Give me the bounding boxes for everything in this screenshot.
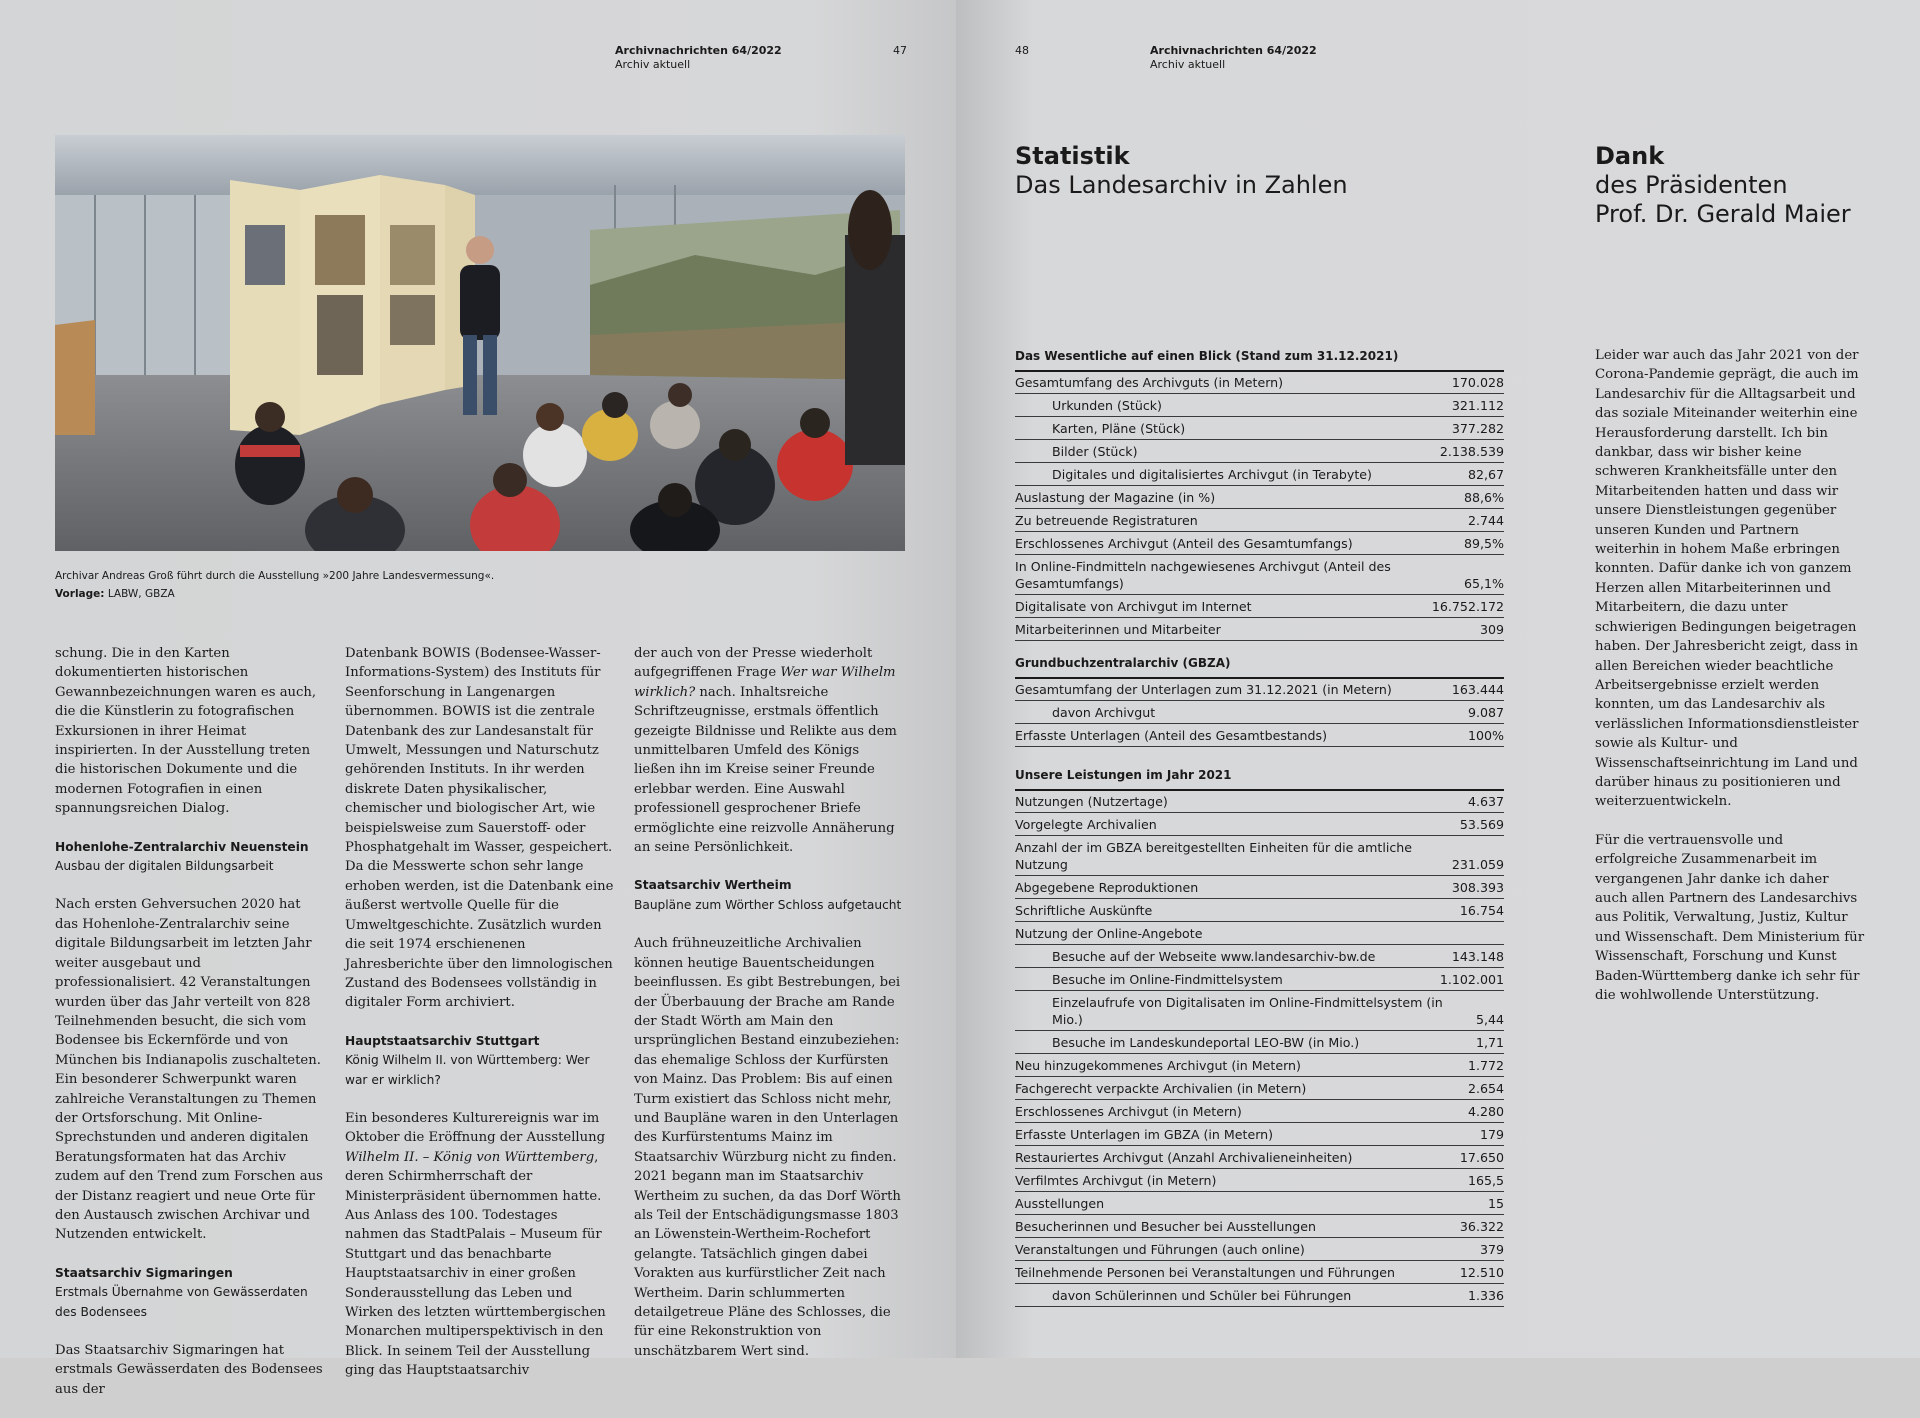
row-label: Besuche im Landeskundeportal LEO-BW (in Mio.) xyxy=(1052,1035,1360,1050)
row-label: Besuche auf der Webseite www.landesarchiv-bw.de xyxy=(1052,949,1376,964)
table-row xyxy=(1015,1238,1504,1261)
row-label: davon Archivgut xyxy=(1052,705,1156,720)
thanks-title: Dank xyxy=(1595,142,1665,170)
table-row xyxy=(1015,440,1504,463)
paragraph: Datenbank BOWIS (Bodensee-Wasser-Informations-System) des Instituts für Seenforschung in Langenargen übernommen. BOWIS ist die zentrale Datenbank des zur Landesanstalt für Umwelt, Messungen und Naturschutz gehörenden Instituts. In ihr werden diskrete Daten physikalischer, chemischer und biologischer Art, wie beispielsweise zum Sauerstoff- oder Phosphatgehalt im Wasser, gespeichert. Da die Messwerte schon sehr lange erhoben werden, ist die Datenbank eine äußerst wertvolle Quelle für die Umweltgeschichte. Zusätzlich wurden die seit 1974 erschienenen Jahresberichte über den limnologischen Zustand des Bodensees vollständig in digitaler Form archiviert. xyxy=(345,646,614,1011)
row-label: Restauriertes Archivgut (Anzahl Archivalieneinheiten) xyxy=(1015,1150,1353,1165)
row-value: 17.650 xyxy=(1459,1150,1504,1165)
row-value: 4.280 xyxy=(1467,1104,1504,1119)
row-value: 308.393 xyxy=(1451,880,1504,895)
table-services-title: Unsere Leistungen im Jahr 2021 xyxy=(1015,767,1504,791)
table-row xyxy=(1015,1192,1504,1215)
section-heading: Hohenlohe-Zentralarchiv Neuenstein xyxy=(55,839,309,854)
row-label: Erfasste Unterlagen (Anteil des Gesamtbestands) xyxy=(1015,728,1328,743)
row-value: 2.654 xyxy=(1467,1081,1504,1096)
row-value: 2.138.539 xyxy=(1439,444,1504,459)
row-value: 9.087 xyxy=(1467,705,1504,720)
row-value: 12.510 xyxy=(1459,1265,1504,1280)
row-value: 321.112 xyxy=(1451,398,1504,413)
left-page xyxy=(0,0,956,1397)
row-label: Zu betreuende Registraturen xyxy=(1015,513,1198,528)
row-label: Abgegebene Reproduktionen xyxy=(1015,880,1199,895)
header-title: Archivnachrichten 64/2022 xyxy=(1150,44,1317,57)
statistics-subtitle: Das Landesarchiv in Zahlen xyxy=(1015,171,1348,199)
table-row xyxy=(1015,394,1504,417)
row-label: Ausstellungen xyxy=(1015,1196,1105,1211)
row-value: 15 xyxy=(1487,1196,1504,1211)
row-value: 231.059 xyxy=(1451,857,1504,872)
table-row xyxy=(1015,509,1504,532)
row-label: Erschlossenes Archivgut (Anteil des Gesamtumfangs) xyxy=(1015,536,1353,551)
row-value: 309 xyxy=(1479,622,1504,637)
photo-caption xyxy=(55,567,494,603)
table-row xyxy=(1015,1215,1504,1238)
exhibition-photo xyxy=(55,135,905,551)
paragraph xyxy=(634,644,904,857)
row-value: 170.028 xyxy=(1451,375,1504,390)
row-label: Besuche im Online-Findmittelsystem xyxy=(1052,972,1283,987)
table-row xyxy=(1015,991,1504,1031)
table-row xyxy=(1015,1100,1504,1123)
row-value: 88,6% xyxy=(1463,490,1504,505)
table-row xyxy=(1015,724,1504,747)
row-label: Urkunden (Stück) xyxy=(1052,398,1162,413)
row-label: Anzahl der im GBZA bereitgestellten Einheiten für die amtliche Nutzung xyxy=(1015,840,1412,872)
table-row xyxy=(1015,968,1504,991)
table-row xyxy=(1015,555,1504,595)
paragraph: Das Staatsarchiv Sigmaringen hat erstmals Gewässerdaten des Bodensees aus der xyxy=(55,1343,323,1397)
paragraph-text: , deren Schirmherrschaft der Ministerpräsident übernommen hatte. Aus Anlass des 100. Todestages nahmen das StadtPalais – Museum für Stuttgart und das benachbarte Hauptstaatsarchiv in einer großen Sonderausstellung das Leben und Wirken des letzten württembergischen Monarchen multiperspektivisch in den Blick. In seinem Teil der Ausstellung ging das Hauptstaatsarchiv xyxy=(345,1149,606,1379)
section-heading: Staatsarchiv Sigmaringen xyxy=(55,1265,233,1280)
row-label: Veranstaltungen und Führungen (auch online) xyxy=(1015,1242,1305,1257)
table-row xyxy=(1015,1146,1504,1169)
table-row xyxy=(1015,463,1504,486)
text-column-2 xyxy=(345,644,615,1400)
row-value: 65,1% xyxy=(1463,576,1504,591)
row-label: Digitales und digitalisiertes Archivgut (in Terabyte) xyxy=(1052,467,1372,482)
row-label: Mitarbeiterinnen und Mitarbeiter xyxy=(1015,622,1221,637)
row-value: 1.772 xyxy=(1467,1058,1504,1073)
paragraph: Leider war auch das Jahr 2021 von der Corona-Pandemie geprägt, die auch im Landesarchiv für die Alltagsarbeit und das soziale Miteinander weiterhin eine Herausforderung darstellt. Ich bin dankbar, dass wir bisher keine schweren Krankheitsfälle unter den Mitarbeitenden hatten und dass wir unsere Dienstleistungen gegenüber unseren Kunden und Partnern weiterhin in hohem Maße erbringen konnten. Dafür danke ich von ganzem Herzen allen Mitarbeiterinnen und Mitarbeitern, die dazu unter schwierigen Bedingungen beigetragen haben. Der Jahresbericht zeigt, dass in allen Bereichen wieder beachtliche Arbeitsergebnisse erzielt werden konnten, um das Landesarchiv als verlässlichen Informationsdienstleister sowie als Kultur- und Wissenschaftseinrichtung im Land und darüber hinaus zu positionieren und weiterzuentwickeln. xyxy=(1595,348,1859,810)
row-value: 143.148 xyxy=(1451,949,1504,964)
row-label: Besucherinnen und Besucher bei Ausstellungen xyxy=(1015,1219,1317,1234)
row-value: 16.754 xyxy=(1459,903,1504,918)
thanks-subtitle-line1: des Präsidenten xyxy=(1595,171,1788,199)
table-row xyxy=(1015,486,1504,509)
row-label: Digitalisate von Archivgut im Internet xyxy=(1015,599,1252,614)
section-subheading: Erstmals Übernahme von Gewässerdaten des Bodensees xyxy=(55,1285,308,1319)
table-row xyxy=(1015,1123,1504,1146)
table-row xyxy=(1015,945,1504,968)
paragraph: Für die vertrauensvolle und erfolgreiche Zusammenarbeit im vergangenen Jahr danke ich daher auch allen Partnern des Landesarchivs aus Politik, Verwaltung, Justiz, Kultur und Wissenschaft. Dem Ministerium für Wissenschaft, Forschung und Kunst Baden-Württemberg danke ich sehr für die wohlwollende Unterstützung. xyxy=(1595,832,1865,1003)
section-subheading: Ausbau der digitalen Bildungsarbeit xyxy=(55,859,274,874)
statistics-title: Statistik xyxy=(1015,142,1130,170)
table-row xyxy=(1015,1169,1504,1192)
table-row xyxy=(1015,813,1504,836)
table-row xyxy=(1015,1077,1504,1100)
row-label: Teilnehmende Personen bei Veranstaltungen und Führungen xyxy=(1015,1265,1395,1280)
row-value: 4.637 xyxy=(1467,794,1504,809)
row-label: Einzelaufrufe von Digitalisaten im Online-Findmittelsystem (in Mio.) xyxy=(1052,995,1443,1027)
exhibition-photo-illustration xyxy=(55,135,905,551)
header-title: Archivnachrichten 64/2022 xyxy=(615,44,782,57)
table-overview-title: Das Wesentliche auf einen Blick (Stand zum 31.12.2021) xyxy=(1015,348,1504,372)
section-subheading: Baupläne zum Wörther Schloss aufgetaucht xyxy=(634,897,902,912)
table-row xyxy=(1015,1054,1504,1077)
table-gbza-title: Grundbuchzentralarchiv (GBZA) xyxy=(1015,655,1504,679)
table-row xyxy=(1015,922,1504,945)
row-label: Verfilmtes Archivgut (in Metern) xyxy=(1015,1173,1217,1188)
row-value: 36.322 xyxy=(1459,1219,1504,1234)
paragraph-text: der auch von der Presse wiederholt aufgegriffenen Frage xyxy=(634,646,873,681)
row-value: 179 xyxy=(1479,1127,1504,1142)
row-value: 82,67 xyxy=(1467,467,1504,482)
table-row xyxy=(1015,790,1504,813)
thanks-text xyxy=(1595,346,1865,1024)
paragraph: schung. Die in den Karten dokumentierten historischen Gewannbezeichnungen waren es auch, die die Künstlerin zu fotografischen Exkursionen in ihrer Heimat inspirierten. In der Ausstellung treten die historischen Dokumente und die modernen Fotografien in einen spannungsreichen Dialog. xyxy=(55,646,317,817)
paragraph: Auch frühneuzeitliche Archivalien können heutige Bauentscheidungen beeinflussen. Es gibt Bestrebungen, bei der Überbauung der Brache am Rande der Stadt Wörth am Main den ursprünglichen Bestand einzubeziehen: das ehemalige Schloss der Kurfürsten von Mainz. Das Problem: Bis auf einen Turm existiert das Schloss nicht mehr, und Baupläne waren in den Unterlagen des Kurfürstentums Mainz im Staatsarchiv Würzburg nicht zu finden. 2021 begann man im Staatsarchiv Wertheim zu suchen, da das Dorf Wörth als Teil der Entschädigungsmasse 1803 an Löwenstein-Wertheim-Rochefort gelangte. Tatsächlich gingen dabei Vorakten aus kurfürstlicher Zeit nach Wertheim. Darin schlummerten detailgetreue Pläne des Schlosses, die für eine Rekonstruktion von unschätzbarem Wert sind. xyxy=(634,936,901,1359)
row-label: Erfasste Unterlagen im GBZA (in Metern) xyxy=(1015,1127,1274,1142)
table-row xyxy=(1015,1261,1504,1284)
table-overview xyxy=(1015,371,1504,641)
table-row xyxy=(1015,876,1504,899)
row-label: Nutzungen (Nutzertage) xyxy=(1015,794,1168,809)
row-value: 379 xyxy=(1479,1242,1504,1257)
paragraph-text: Ein besonderes Kulturereignis war im Oktober die Eröffnung der Ausstellung xyxy=(345,1110,606,1146)
thanks-subtitle-line2: Prof. Dr. Gerald Maier xyxy=(1595,200,1851,228)
row-value: 163.444 xyxy=(1451,682,1504,697)
row-value: 377.282 xyxy=(1451,421,1504,436)
text-column-3 xyxy=(634,644,904,1380)
table-gbza xyxy=(1015,678,1504,747)
section-heading: Staatsarchiv Wertheim xyxy=(634,878,792,893)
row-label: Bilder (Stück) xyxy=(1052,444,1138,459)
table-row xyxy=(1015,899,1504,922)
section-heading: Hauptstaatsarchiv Stuttgart xyxy=(345,1033,540,1048)
paragraph: Nach ersten Gehversuchen 2020 hat das Hohenlohe-Zentralarchiv seine digitale Bildungsarbeit im letzten Jahr weiter ausgebaut und professionalisiert. 42 Veranstaltungen wurden über das Jahr verteilt von 828 Teilnehmenden besucht, die sich vom Bodensee bis Eckernförde und von München bis Indianapolis zuschalteten. Ein besonderer Schwerpunkt waren zahlreiche Veranstaltungen zu Themen der Ortsforschung. Mit Online-Sprechstunden und anderen digitalen Beratungsformaten hat das Archiv zudem auf den Trend zum Forschen aus der Distanz reagiert und neue Orte für den Austausch zwischen Archivar und Nutzenden entwickelt. xyxy=(55,897,323,1243)
thanks-title-block xyxy=(1595,142,1851,229)
paragraph xyxy=(345,1109,615,1381)
row-label: Erschlossenes Archivgut (in Metern) xyxy=(1015,1104,1242,1119)
row-label: Nutzung der Online-Angebote xyxy=(1015,926,1203,941)
table-row xyxy=(1015,836,1504,876)
running-header xyxy=(615,44,782,72)
table-row xyxy=(1015,1284,1504,1307)
row-value: 53.569 xyxy=(1459,817,1504,832)
row-value: 100% xyxy=(1467,728,1504,743)
running-header xyxy=(1150,44,1317,72)
table-row xyxy=(1015,1031,1504,1054)
table-row xyxy=(1015,595,1504,618)
row-label: Gesamtumfang des Archivguts (in Metern) xyxy=(1015,375,1284,390)
row-value: 1.102.001 xyxy=(1439,972,1504,987)
row-label: Vorgelegte Archivalien xyxy=(1015,817,1157,832)
table-row xyxy=(1015,371,1504,394)
row-label: Gesamtumfang der Unterlagen zum 31.12.2021 (in Metern) xyxy=(1015,682,1392,697)
caption-source-label: Vorlage: xyxy=(55,588,105,600)
table-row xyxy=(1015,417,1504,440)
row-value: 1.336 xyxy=(1467,1288,1504,1303)
row-value: 16.752.172 xyxy=(1431,599,1504,614)
table-row xyxy=(1015,701,1504,724)
table-row xyxy=(1015,678,1504,701)
row-value: 1,71 xyxy=(1475,1035,1504,1050)
statistics-title-block xyxy=(1015,142,1348,200)
row-label: Fachgerecht verpackte Archivalien (in Metern) xyxy=(1015,1081,1307,1096)
caption-source xyxy=(55,585,494,603)
paragraph-text: nach. Inhaltsreiche Schriftzeugnisse, erstmals öffentlich gezeigte Bildnisse und Relikte aus dem unmittelbaren Umfeld des Königs ließen ihn im Kreise seiner Freunde erlebbar werden. Eine Auswahl professionell gesprochener Briefe ermöglichte eine reizvolle Annäherung an seine Persönlichkeit. xyxy=(634,684,897,856)
caption-text: Archivar Andreas Groß führt durch die Ausstellung »200 Jahre Landesvermessung«. xyxy=(55,570,495,582)
row-label: Auslastung der Magazine (in %) xyxy=(1015,490,1216,505)
row-label: In Online-Findmitteln nachgewiesenes Archivgut (Anteil des Gesamtumfangs) xyxy=(1015,559,1391,591)
section-subheading: König Wilhelm II. von Württemberg: Wer war er wirklich? xyxy=(345,1053,590,1087)
table-row xyxy=(1015,618,1504,641)
row-value: 5,44 xyxy=(1475,1012,1504,1027)
header-section: Archiv aktuell xyxy=(1150,58,1226,71)
row-value: 165,5 xyxy=(1467,1173,1504,1188)
page-number: 47 xyxy=(893,44,907,57)
caption-source-value: LABW, GBZA xyxy=(107,588,175,600)
row-label: Karten, Pläne (Stück) xyxy=(1052,421,1186,436)
text-column-1 xyxy=(55,644,325,1418)
header-section: Archiv aktuell xyxy=(615,58,691,71)
exhibition-title: Wilhelm II. – König von Württemberg xyxy=(345,1149,595,1165)
row-label: davon Schülerinnen und Schüler bei Führungen xyxy=(1052,1288,1352,1303)
page-number: 48 xyxy=(1015,44,1029,57)
row-value: 89,5% xyxy=(1463,536,1504,551)
row-value: 2.744 xyxy=(1467,513,1504,528)
row-label: Neu hinzugekommenes Archivgut (in Metern) xyxy=(1015,1058,1301,1073)
quoted-question: Wer war Wilhelm wirklich? xyxy=(634,665,896,700)
row-label: Schriftliche Auskünfte xyxy=(1015,903,1153,918)
table-row xyxy=(1015,532,1504,555)
table-services xyxy=(1015,790,1504,1307)
